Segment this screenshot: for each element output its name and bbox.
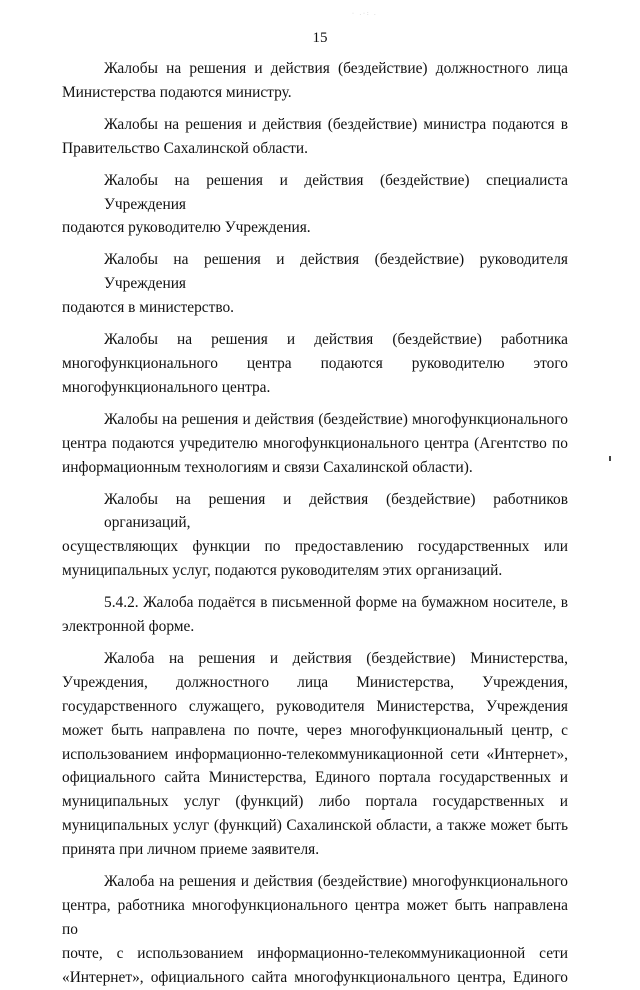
text-line: «Интернет», официального сайта многофункционального центра, Единого — [62, 968, 568, 986]
text-line: электронной форме. — [62, 618, 195, 636]
text-line: осуществляющих функции по предоставлению государственных или — [62, 538, 568, 556]
text-line: Жалобы на решения и действия (бездействие) специалиста Учреждения — [104, 171, 568, 213]
text-line: подаются руководителю Учреждения. — [62, 219, 311, 237]
text-line: Жалобы на решения и действия (бездействие) министра подаются в — [104, 115, 568, 133]
text-line: Жалоба на решения и действия (бездействие) Министерства, — [104, 649, 568, 667]
text-line: Министерства подаются министру. — [62, 83, 292, 101]
paragraph — [62, 328, 568, 400]
text-line: может быть направлена по почте, через многофункциональный центр, с — [62, 721, 568, 739]
text-line: Жалобы на решения и действия (бездействие) работников организаций, — [104, 490, 568, 532]
paragraph — [62, 113, 568, 161]
text-line: 5.4.2. Жалоба подаётся в письменной форме на бумажном носителе, в — [104, 594, 568, 612]
text-line: официального сайта Министерства, Единого портала государственных и — [62, 769, 568, 787]
text-line: почте, с использованием информационно-телекоммуникационной сети — [62, 944, 568, 962]
text-line: подаются в министерство. — [62, 299, 235, 317]
paragraph — [62, 248, 568, 320]
paragraph — [62, 647, 568, 862]
text-line: информационным технологиям и связи Сахалинской области). — [62, 458, 473, 476]
text-line: муниципальных услуг (функций) Сахалинской области, а также может быть — [62, 817, 568, 835]
scan-artifact: · .·: . — [352, 11, 378, 17]
paragraph — [62, 488, 568, 584]
paragraph — [62, 870, 568, 990]
paragraph — [62, 408, 568, 480]
text-line: Учреждения, должностного лица Министерства, Учреждения, — [62, 673, 568, 691]
paragraph — [62, 169, 568, 241]
text-line: Жалобы на решения и действия (бездействие) должностного лица — [104, 60, 568, 77]
margin-mark — [609, 456, 611, 461]
text-line: Жалоба на решения и действия (бездействие) многофункционального — [104, 873, 568, 891]
text-line: Жалобы на решения и действия (бездействие) многофункционального — [104, 410, 568, 428]
paragraph — [62, 57, 568, 105]
text-line: центра, работника многофункционального центра может быть направлена по — [62, 897, 568, 938]
text-line: использованием информационно-телекоммуникационной сети «Интернет», — [62, 745, 568, 763]
text-line: многофункционального центра подаются руководителю этого — [62, 354, 568, 372]
text-line: Правительство Сахалинской области. — [62, 139, 308, 157]
text-line: центра подаются учредителю многофункционального центра (Агентство по — [62, 434, 568, 452]
text-line: муниципальных услуг, подаются руководителям этих организаций. — [62, 562, 503, 580]
text-line: государственного служащего, руководителя Министерства, Учреждения — [62, 697, 568, 715]
text-line: многофункционального центра. — [62, 378, 271, 396]
page-number: 15 — [312, 30, 328, 46]
text-line: Жалобы на решения и действия (бездействие) работника — [104, 331, 568, 349]
text-line: муниципальных услуг (функций) либо портала государственных и — [62, 793, 568, 811]
paragraph — [62, 591, 568, 639]
text-line: принята при личном приеме заявителя. — [62, 841, 320, 859]
document-body — [62, 57, 568, 990]
text-line: Жалобы на решения и действия (бездействие) руководителя Учреждения — [104, 251, 568, 293]
